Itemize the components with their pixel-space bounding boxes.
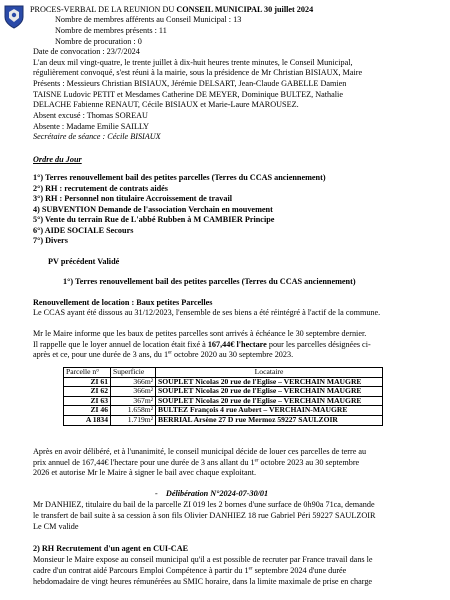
renewal-heading: Renouvellement de location : Baux petites Parcelles bbox=[33, 298, 213, 307]
intro-line: L'an deux mil vingt-quatre, le trente juillet à dix-huit heures trente minutes, le Conseil Municipal, bbox=[33, 58, 353, 67]
council-validation: Le CM valide bbox=[33, 522, 79, 531]
section1-title: 1°) Terres renouvellement bail des petites parcelles (Terres du CCAS anciennement) bbox=[63, 277, 356, 286]
members-total: Nombre de membres afférents au Conseil Municipal : 13 bbox=[55, 15, 242, 24]
section2-text: hebdomadaire de vingt heures rémunérées au SMIC horaire, dans la limite maximale de prise en charge bbox=[33, 577, 373, 586]
parcel-area: 366m² bbox=[111, 387, 156, 397]
agenda-item: 1°) Terres renouvellement bail des petites parcelles (Terres du CCAS anciennement) bbox=[33, 173, 326, 182]
table-row bbox=[64, 387, 383, 397]
parcel-area: 367m² bbox=[111, 396, 156, 406]
proxy-count: Nombre de procuration : 0 bbox=[55, 37, 142, 46]
table-header-cell: Superficie bbox=[111, 368, 156, 378]
parcel-id: ZI 46 bbox=[64, 406, 111, 416]
table-row bbox=[64, 415, 383, 425]
agenda-item: 3°) RH : Personnel non titulaire Accroissement de travail bbox=[33, 194, 232, 203]
deliberation-text: Après en avoir délibéré, et à l'unanimité, le conseil municipal décide de louer ces parcelles de terre au bbox=[33, 447, 367, 456]
intro-line: DELACHE Fabienne RENAUT, Cécile BISIAUX et Marie-Laure MAROUSEZ. bbox=[33, 100, 299, 109]
municipal-coat-of-arms-logo bbox=[3, 4, 25, 30]
pv-validated-heading: PV précédent Validé bbox=[48, 257, 120, 266]
absent-excused: Absent excusé : Thomas SOREAU bbox=[33, 111, 148, 120]
parcel-area: 366m² bbox=[111, 377, 156, 387]
parcel-area: 1.658m² bbox=[111, 406, 156, 416]
lease-rent-text: Il rappelle que le loyer annuel de location était fixé à 167,44€ l'hectare pour les parcelles désignées ci- bbox=[33, 340, 371, 349]
document-title: PROCES-VERBAL DE LA REUNION DU CONSEIL MUNICIPAL 30 juillet 2024 bbox=[30, 5, 314, 14]
agenda-item: 4) SUBVENTION Demande de l'association Verchain en mouvement bbox=[33, 205, 273, 214]
agenda-item: 5°) Vente du terrain Rue de L'abbé Rubben à M CAMBIER Principe bbox=[33, 215, 275, 224]
intro-line: TAISNE Ludovic PETIT et Mesdames Catherine DE MEYER, Dominique BULTEZ, Nathalie bbox=[33, 90, 343, 99]
parcel-tenant: BULTEZ François 4 rue Aubert – VERCHAIN-MAUGRE bbox=[156, 406, 383, 416]
parcel-area: 1.719m² bbox=[111, 415, 156, 425]
absent: Absente : Madame Emilie SAILLY bbox=[33, 122, 150, 131]
agenda-item: 7°) Divers bbox=[33, 236, 68, 245]
session-secretary: Secrétaire de séance : Cécile BISIAUX bbox=[33, 132, 161, 141]
parcel-id: ZI 61 bbox=[64, 377, 111, 387]
lease-period-text: après et ce, pour une durée de 3 ans, du 1er octobre 2020 au 30 septembre 2023. bbox=[33, 350, 294, 359]
section2-text: cadre d'un contrat aidé Parcours Emploi Compétence à partir du 1er septembre 2024 d'une durée bbox=[33, 566, 347, 575]
ccas-dissolution-text: Le CCAS ayant été dissous au 31/12/2023, l'ensemble de ses biens a été réintégré à l'actif de la commune. bbox=[33, 308, 381, 317]
section2-title: 2) RH Recrutement d'un agent en CUI-CAE bbox=[33, 544, 189, 553]
parcel-id: A 1834 bbox=[64, 415, 111, 425]
table-header-cell: Locataire bbox=[156, 368, 383, 378]
convocation-date: Date de convocation : 23/7/2024 bbox=[33, 47, 140, 56]
danhiez-request-text: Mr DANHIEZ, titulaire du bail de la parcelle ZI 019 les 2 bornes d'une surface de 0h90a 71ca, demande bbox=[33, 500, 375, 509]
section2-text: Monsieur le Maire expose au conseil municipal qu'il a est possible de recruter par France travail dans le bbox=[33, 555, 373, 564]
table-header-cell: Parcelle n° bbox=[64, 368, 111, 378]
parcel-id: ZI 63 bbox=[64, 396, 111, 406]
parcel-tenant: SOUPLET Nicolas 20 rue de l'Eglise – VERCHAIN MAUGRE bbox=[156, 377, 383, 387]
agenda-heading: Ordre du Jour bbox=[33, 155, 82, 164]
parcel-table bbox=[63, 367, 383, 426]
agenda-item: 6°) AIDE SOCIALE Secours bbox=[33, 226, 134, 235]
intro-line: régulièrement convoqué, s'est réuni à la mairie, sous la présidence de Mr Christian BISIAUX, Maire bbox=[33, 68, 363, 77]
members-present: Nombre de membres présents : 11 bbox=[55, 26, 167, 35]
agenda-item: 2°) RH : recrutement de contrats aidés bbox=[33, 184, 168, 193]
parcel-id: ZI 62 bbox=[64, 387, 111, 397]
intro-line: Présents : Messieurs Christian BISIAUX, Jérémie DELSART, Jean-Claude GABELLE Damien bbox=[33, 79, 347, 88]
parcel-tenant: SOUPLET Nicolas 20 rue de l'Eglise – VERCHAIN MAUGRE bbox=[156, 387, 383, 397]
deliberation-number: - Délibération N°2024-07-30/01 bbox=[155, 489, 269, 498]
parcel-tenant: BERRIAL Arsène 27 D rue Mermoz 59227 SAULZOIR bbox=[156, 415, 383, 425]
parcel-tenant: SOUPLET Nicolas 20 rue de l'Eglise – VERCHAIN MAUGRE bbox=[156, 396, 383, 406]
deliberation-text: prix annuel de 167,44€ l'hectare pour une durée de 3 ans allant du 1er octobre 2023 au 30 septembre bbox=[33, 458, 360, 467]
deliberation-text: 2026 et autorise Mr le Maire à signer le bail avec chaque exploitant. bbox=[33, 468, 257, 477]
table-header-row bbox=[64, 368, 383, 378]
danhiez-request-text: le transfert de bail suite à sa cession à son fils Olivier DANHIEZ 18 rue Gabriel Péri 59227 SAULZOIR bbox=[33, 511, 376, 520]
lease-expiry-text: Mr le Maire informe que les baux de petites parcelles sont arrivés à échéance le 30 septembre dernier. bbox=[33, 329, 367, 338]
